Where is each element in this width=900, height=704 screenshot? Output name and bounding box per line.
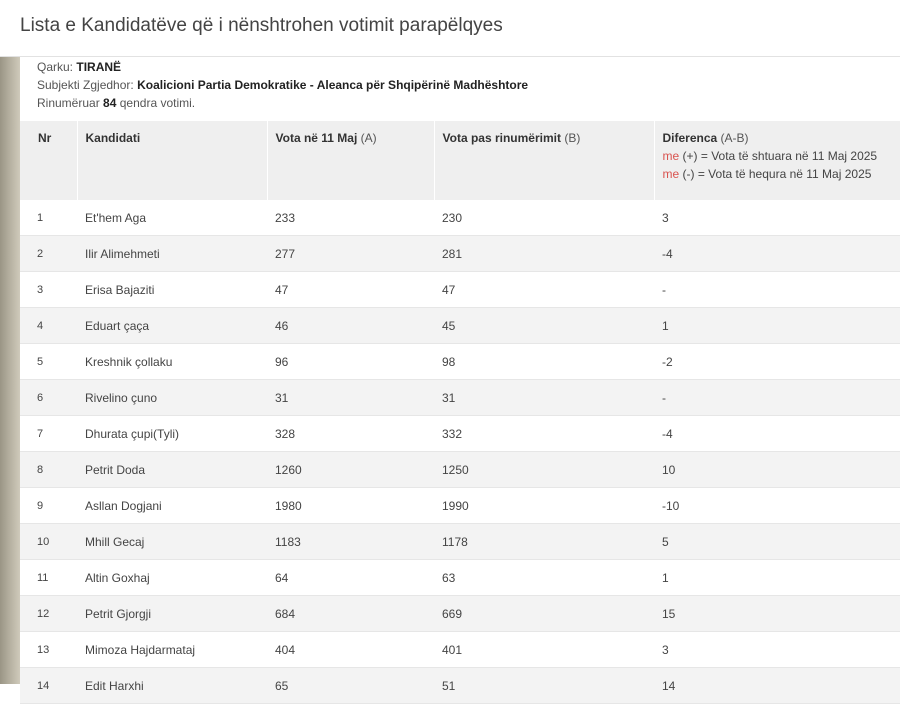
votes-after-recount: 47 bbox=[434, 272, 654, 308]
votes-after-recount: 1990 bbox=[434, 488, 654, 524]
votes-difference: - bbox=[654, 380, 900, 416]
header-nr: Nr bbox=[20, 121, 77, 200]
candidate-name: Et'hem Aga bbox=[77, 200, 267, 236]
votes-difference: -2 bbox=[654, 344, 900, 380]
votes-after-recount: 51 bbox=[434, 668, 654, 704]
votes-difference: 15 bbox=[654, 596, 900, 632]
candidate-name: Altin Goxhaj bbox=[77, 560, 267, 596]
votes-after-recount: 63 bbox=[434, 560, 654, 596]
subjekti-line bbox=[37, 76, 528, 94]
table-header-row bbox=[20, 121, 900, 200]
votes-after-recount: 1250 bbox=[434, 452, 654, 488]
table-row bbox=[20, 200, 900, 236]
votes-difference: 3 bbox=[654, 632, 900, 668]
votes-difference: - bbox=[654, 272, 900, 308]
votes-may-11: 47 bbox=[267, 272, 434, 308]
header-divider bbox=[0, 56, 900, 57]
votes-after-recount: 1178 bbox=[434, 524, 654, 560]
background-edge bbox=[0, 57, 20, 684]
row-number: 14 bbox=[20, 668, 77, 704]
votes-may-11: 277 bbox=[267, 236, 434, 272]
subjekti-value: Koalicioni Partia Demokratike - Aleanca për Shqipërinë Madhështore bbox=[137, 78, 529, 92]
votes-after-recount: 98 bbox=[434, 344, 654, 380]
row-number: 11 bbox=[20, 560, 77, 596]
table-row bbox=[20, 416, 900, 452]
votes-may-11: 46 bbox=[267, 308, 434, 344]
table-row bbox=[20, 488, 900, 524]
candidate-name: Erisa Bajaziti bbox=[77, 272, 267, 308]
candidate-name: Rivelino çuno bbox=[77, 380, 267, 416]
table-row bbox=[20, 380, 900, 416]
votes-after-recount: 45 bbox=[434, 308, 654, 344]
district-info bbox=[37, 58, 528, 112]
votes-after-recount: 332 bbox=[434, 416, 654, 452]
row-number: 3 bbox=[20, 272, 77, 308]
row-number: 8 bbox=[20, 452, 77, 488]
votes-may-11: 64 bbox=[267, 560, 434, 596]
votes-may-11: 1183 bbox=[267, 524, 434, 560]
header-vota-a-note: (A) bbox=[360, 131, 377, 145]
votes-difference: 14 bbox=[654, 668, 900, 704]
table-row bbox=[20, 596, 900, 632]
candidate-name: Mhill Gecaj bbox=[77, 524, 267, 560]
row-number: 5 bbox=[20, 344, 77, 380]
votes-after-recount: 281 bbox=[434, 236, 654, 272]
votes-may-11: 404 bbox=[267, 632, 434, 668]
qarku-line bbox=[37, 58, 528, 76]
legend-plus: me (+) = Vota të shtuara në 11 Maj 2025 bbox=[662, 149, 878, 163]
candidate-name: Petrit Doda bbox=[77, 452, 267, 488]
rinumeruar-suffix: qendra votimi. bbox=[119, 96, 196, 110]
row-number: 9 bbox=[20, 488, 77, 524]
candidate-name: Asllan Dogjani bbox=[77, 488, 267, 524]
candidate-name: Dhurata çupi(Tyli) bbox=[77, 416, 267, 452]
votes-after-recount: 230 bbox=[434, 200, 654, 236]
table-row bbox=[20, 344, 900, 380]
table-row bbox=[20, 632, 900, 668]
rinumeruar-count: 84 bbox=[103, 96, 117, 110]
row-number: 1 bbox=[20, 200, 77, 236]
votes-may-11: 233 bbox=[267, 200, 434, 236]
votes-difference: -4 bbox=[654, 236, 900, 272]
row-number: 2 bbox=[20, 236, 77, 272]
table-row bbox=[20, 236, 900, 272]
header-vota-b-note: (B) bbox=[564, 131, 581, 145]
row-number: 4 bbox=[20, 308, 77, 344]
rinumeruar-line bbox=[37, 94, 528, 112]
votes-may-11: 684 bbox=[267, 596, 434, 632]
votes-difference: 5 bbox=[654, 524, 900, 560]
table-row bbox=[20, 524, 900, 560]
table-row bbox=[20, 308, 900, 344]
votes-difference: 10 bbox=[654, 452, 900, 488]
candidate-name: Ilir Alimehmeti bbox=[77, 236, 267, 272]
page-title: Lista e Kandidatëve që i nënshtrohen votimit parapëlqyes bbox=[20, 15, 503, 36]
votes-difference: -10 bbox=[654, 488, 900, 524]
votes-difference: 1 bbox=[654, 308, 900, 344]
votes-after-recount: 401 bbox=[434, 632, 654, 668]
qarku-label: Qarku: bbox=[37, 60, 74, 74]
row-number: 10 bbox=[20, 524, 77, 560]
votes-may-11: 1260 bbox=[267, 452, 434, 488]
votes-may-11: 328 bbox=[267, 416, 434, 452]
table-row bbox=[20, 272, 900, 308]
candidate-name: Edit Harxhi bbox=[77, 668, 267, 704]
table-row bbox=[20, 668, 900, 704]
table-row bbox=[20, 560, 900, 596]
candidate-name: Kreshnik çollaku bbox=[77, 344, 267, 380]
votes-may-11: 31 bbox=[267, 380, 434, 416]
row-number: 7 bbox=[20, 416, 77, 452]
votes-may-11: 1980 bbox=[267, 488, 434, 524]
candidate-name: Petrit Gjorgji bbox=[77, 596, 267, 632]
rinumeruar-label: Rinumëruar bbox=[37, 96, 100, 110]
candidates-table bbox=[20, 121, 900, 704]
subjekti-label: Subjekti Zgjedhor: bbox=[37, 78, 134, 92]
header-kandidati: Kandidati bbox=[77, 121, 267, 200]
header-diferenca-note: (A-B) bbox=[720, 131, 749, 145]
votes-after-recount: 669 bbox=[434, 596, 654, 632]
row-number: 13 bbox=[20, 632, 77, 668]
votes-may-11: 96 bbox=[267, 344, 434, 380]
legend-minus: me (-) = Vota të hequra në 11 Maj 2025 bbox=[662, 167, 872, 181]
votes-after-recount: 31 bbox=[434, 380, 654, 416]
votes-difference: 1 bbox=[654, 560, 900, 596]
candidate-name: Mimoza Hajdarmataj bbox=[77, 632, 267, 668]
header-vota-a: Vota në 11 Maj (A) bbox=[267, 121, 434, 200]
votes-difference: 3 bbox=[654, 200, 900, 236]
header-diferenca: Diferenca (A-B) me (+) = Vota të shtuara në 11 Maj 2025 me (-) = Vota të hequra në 11 Maj 2025 bbox=[654, 121, 900, 200]
votes-difference: -4 bbox=[654, 416, 900, 452]
header-vota-b: Vota pas rinumërimit (B) bbox=[434, 121, 654, 200]
candidate-name: Eduart çaça bbox=[77, 308, 267, 344]
row-number: 6 bbox=[20, 380, 77, 416]
table-row bbox=[20, 452, 900, 488]
qarku-value: TIRANË bbox=[76, 60, 122, 74]
votes-may-11: 65 bbox=[267, 668, 434, 704]
row-number: 12 bbox=[20, 596, 77, 632]
